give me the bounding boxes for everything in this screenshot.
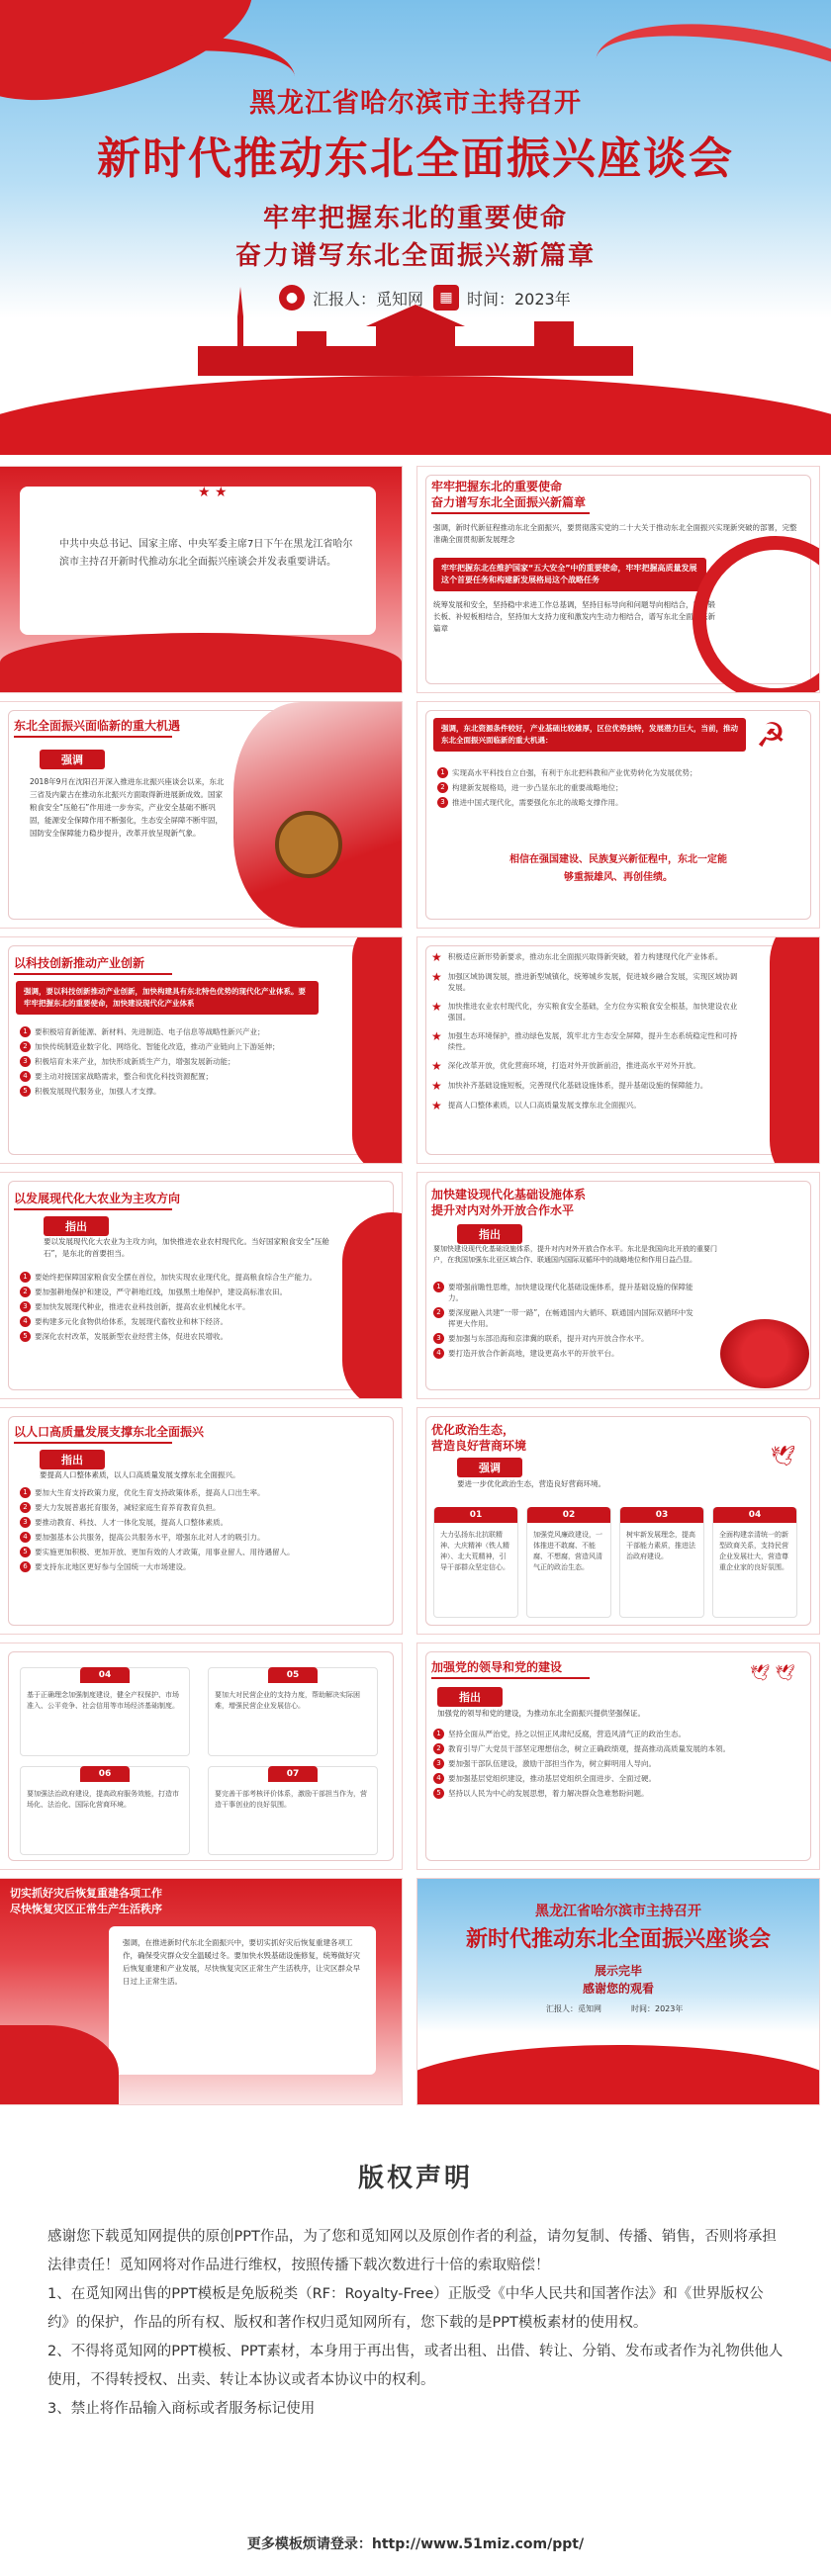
- card-text: 要加大对民营企业的支持力度，帮助解决实际困难，增强民营企业发展信心。: [215, 1691, 360, 1710]
- star-icon: ★: [431, 950, 442, 964]
- card-number: 03: [620, 1507, 703, 1523]
- number-badge: 4: [433, 1348, 444, 1359]
- item-list: [433, 1729, 750, 1803]
- list-item-text: 要深化农村改革，发展新型农业经营主体，促进农民增收。: [35, 1332, 228, 1341]
- list-item-text: 要大力发展普惠托育服务，减轻家庭生育养育教育负担。: [35, 1503, 221, 1512]
- slide-13: [417, 1643, 819, 1869]
- number-badge: 2: [20, 1287, 31, 1297]
- tag-label: 强调: [40, 750, 105, 769]
- list-item: [433, 1729, 750, 1739]
- item-list: [20, 1487, 346, 1576]
- info-card: [712, 1507, 797, 1618]
- slide-title: 优化政治生态，: [431, 1423, 515, 1437]
- list-item: [437, 782, 724, 793]
- card-number: 05: [268, 1667, 318, 1683]
- slide-title: 尽快恢复灾区正常生产生活秩序: [10, 1903, 162, 1915]
- item-list: [433, 1282, 700, 1363]
- star-icon: ★: [431, 1079, 442, 1093]
- list-item: [20, 1287, 326, 1297]
- list-item: [431, 951, 738, 963]
- card-number: 02: [527, 1507, 610, 1523]
- slide-title: 加强党的领导和党的建设: [431, 1660, 563, 1674]
- list-item: [20, 1026, 317, 1037]
- highlight-box: 牢牢把握东北在维护国家“五大安全”中的重要使命，牢牢把握高质量发展这个首要任务和构建新发展格局这个战略任务: [433, 558, 706, 591]
- list-item-text: 要加强与东部沿海和京津冀的联系，提升对内开放合作水平。: [448, 1334, 649, 1343]
- list-item: [433, 1743, 750, 1754]
- number-badge: 3: [433, 1758, 444, 1769]
- paragraph: 要加快建设现代化基础设施体系，提升对内对外开放合作水平。东北是我国向北开放的重要门户，在我国加强东北亚区域合作、联通国内国际双循环中的战略地位和作用日益凸显。: [433, 1245, 717, 1264]
- list-item-text: 要积极培育新能源、新材料、先进制造、电子信息等战略性新兴产业；: [35, 1027, 265, 1036]
- list-item-text: 要实施更加积极、更加开放、更加有效的人才政策，用事业留人、用待遇留人。: [35, 1548, 295, 1556]
- card-text: 全面构建亲清统一的新型政商关系，支持民营企业发展壮大，营造尊重企业家的良好氛围。: [719, 1531, 788, 1571]
- list-item: [431, 1080, 738, 1092]
- calendar-icon: ▦: [433, 285, 459, 311]
- divider: [431, 1677, 590, 1679]
- person-icon: ●: [279, 285, 305, 311]
- list-item: [431, 1030, 738, 1052]
- list-item-text: 加强生态环境保护，推动绿色发展，筑牢北方生态安全屏障，提升生态系统稳定性和可持续性。: [447, 1031, 738, 1051]
- list-item: [433, 1333, 700, 1344]
- list-item-text: 坚持以人民为中心的发展思想，着力解决群众急难愁盼问题。: [448, 1789, 649, 1798]
- card-text: 基于正确理念加强制度建设，健全产权保护、市场准入、公平竞争、社会信用等市场经济基础制度。: [27, 1691, 179, 1710]
- ribbon-swoosh: [352, 937, 402, 1163]
- list-item-text: 要始终把保障国家粮食安全摆在首位，加快实现农业现代化，提高粮食综合生产能力。: [35, 1273, 317, 1282]
- info-card: [208, 1766, 378, 1855]
- divider: [431, 512, 590, 514]
- number-badge: 6: [20, 1561, 31, 1572]
- list-item-text: 实现高水平科技自立自强，有利于东北把科教和产业优势转化为发展优势；: [452, 768, 697, 777]
- list-item: [431, 1100, 738, 1111]
- card-text: 树牢新发展理念，提高干部能力素质，推进法治政府建设。: [626, 1531, 695, 1560]
- card-text: 加强党风廉政建设，一体推进不敢腐、不能腐、不想腐，营造风清气正的政治生态。: [533, 1531, 602, 1571]
- copyright-body: [47, 2223, 784, 2424]
- slide-title: 以科技创新推动产业创新: [14, 956, 145, 970]
- card-number: 06: [80, 1766, 130, 1782]
- list-item: [20, 1517, 346, 1528]
- slide-12: [0, 1643, 402, 1869]
- list-item-text: 加快传统制造业数字化、网络化、智能化改造，推动产业链向上下游延伸；: [35, 1042, 280, 1051]
- slide-14: [0, 1879, 402, 2104]
- paragraph: 统筹发展和安全，坚持稳中求进工作总基调，坚持目标导向和问题导向相结合，坚持锻长板、补短板相结合，坚持加大支持力度和激发内生动力相结合，谱写东北全面振兴新篇章: [433, 600, 715, 633]
- list-item-text: 加强区域协调发展，推进新型城镇化，统筹城乡发展，促进城乡融合发展，实现区域协调发展。: [447, 972, 738, 992]
- list-item: [20, 1561, 346, 1572]
- list-item-text: 要加强基本公共服务，提高公共服务水平，增强东北对人才的吸引力。: [35, 1533, 265, 1542]
- ribbon-base: [0, 376, 831, 455]
- number-badge: 4: [20, 1532, 31, 1543]
- card-number: 04: [713, 1507, 796, 1523]
- paragraph: 要进一步优化政治生态，营造良好营商环境。: [457, 1479, 605, 1488]
- time-label: 时间：2023年: [467, 289, 571, 309]
- reporter-label: 汇报人：觅知网: [546, 2004, 601, 2013]
- divider: [14, 1442, 172, 1444]
- highlight-box: 强调，要以科技创新推动产业创新，加快构建具有东北特色优势的现代化产业体系。要牢牢把握东北的重要使命，加快建设现代化产业体系: [16, 981, 319, 1015]
- number-badge: 3: [20, 1517, 31, 1528]
- divider: [14, 973, 172, 975]
- list-item-text: 要加大生育支持政策力度，优化生育支持政策体系，提高人口出生率。: [35, 1488, 265, 1497]
- number-badge: 3: [20, 1301, 31, 1312]
- paragraph: 要提高人口整体素质，以人口高质量发展支撑东北全面振兴。: [40, 1470, 240, 1479]
- slide-15: [417, 1879, 819, 2104]
- divider: [14, 736, 172, 738]
- info-card: [20, 1667, 190, 1756]
- paragraph: 强调，新时代新征程推动东北全面振兴，要贯彻落实党的二十大关于推动东北全面振兴实现新突破的部署，完整准确全面贯彻新发展理念: [433, 523, 797, 544]
- tag-label: 指出: [40, 1450, 105, 1469]
- card-text: 要完善干部考核评价体系，激励干部担当作为，营造干事创业的良好氛围。: [215, 1790, 367, 1809]
- item-list: [20, 1272, 326, 1346]
- list-item: [20, 1502, 346, 1513]
- drum-icon: [275, 811, 342, 878]
- info-card: [20, 1766, 190, 1855]
- list-item: [433, 1282, 700, 1303]
- number-badge: 3: [433, 1333, 444, 1344]
- copyright-title: 版权声明: [357, 2164, 473, 2193]
- number-badge: 2: [437, 782, 448, 793]
- paragraph: 加强党的领导和党的建设，为推动东北全面振兴提供坚强保证。: [437, 1709, 645, 1718]
- list-item: [20, 1316, 326, 1327]
- star-icon: ★: [431, 970, 442, 984]
- list-item: [431, 971, 738, 993]
- slide-4: [0, 702, 402, 928]
- info-card: [433, 1507, 518, 1618]
- paragraph: 2018年9月在沈阳召开深入推进东北振兴座谈会以来，东北三省及内蒙古在推动东北振兴方面取得新进展新成效。国家粮食安全“压舱石”作用进一步夯实，产业安全基础不断巩固，能源安全保障作用不断强化，生态安全屏障不断牢固，国防安全保障能力稳步提升，改革开放呈现新气象。: [30, 777, 225, 838]
- list-item: [20, 1071, 317, 1082]
- slide-title: 牢牢把握东北的重要使命: [431, 480, 563, 493]
- closing-text: 够重振雄风、再创佳绩。: [564, 872, 673, 883]
- list-item-text: 构建新发展格局，进一步凸显东北的重要战略地位；: [452, 783, 623, 792]
- number-badge: 1: [437, 767, 448, 778]
- bird-icon: 🕊 🕊: [750, 1663, 795, 1682]
- closing-title-main: 新时代推动东北全面振兴座谈会: [465, 1926, 771, 1952]
- slide-title: 奋力谱写东北全面振兴新篇章: [431, 495, 587, 509]
- cover-slide: [0, 0, 831, 455]
- list-item-text: 要加强耕地保护和建设，严守耕地红线，加强黑土地保护，建设高标准农田。: [35, 1288, 287, 1296]
- list-item-text: 要构建多元化食物供给体系，发展现代畜牧业和林下经济。: [35, 1317, 228, 1326]
- slide-8: [0, 1173, 402, 1398]
- number-badge: 4: [20, 1316, 31, 1327]
- time-label: 时间：2023年: [631, 2004, 684, 2013]
- info-card: [208, 1667, 378, 1756]
- paragraph: 要以发展现代化大农业为主攻方向，加快推进农业农村现代化。当好国家粮食安全“压舱石”，是东北的首要担当。: [44, 1237, 329, 1258]
- slide-title: 切实抓好灾后恢复重建各项工作: [10, 1887, 162, 1900]
- flower-icon: [720, 1319, 809, 1388]
- list-item-text: 加快补齐基础设施短板，完善现代化基础设施体系，提升基础设施的保障能力。: [447, 1081, 708, 1090]
- list-item: [433, 1758, 750, 1769]
- list-item-text: 积极适应新形势新要求，推动东北全面振兴取得新突破，着力构建现代化产业体系。: [447, 952, 723, 961]
- info-card: [526, 1507, 611, 1618]
- bird-icon: 🕊: [770, 1444, 795, 1467]
- list-item-text: 深化改革开放，优化营商环境，打造对外开放新前沿，推进高水平对外开放。: [447, 1061, 700, 1070]
- slide-10: [0, 1408, 402, 1634]
- divider: [14, 1208, 172, 1210]
- subtitle: 牢牢把握东北的重要使命: [262, 204, 568, 233]
- list-item-text: 积极发展现代服务业，加强人才支撑。: [35, 1087, 161, 1096]
- slide-5: [417, 702, 819, 928]
- list-item: [20, 1331, 326, 1342]
- copyright-paragraph: 感谢您下载觅知网提供的原创PPT作品，为了您和觅知网以及原创作者的利益，请勿复制、传播、销售，否则将承担法律责任！觅知网将对作品进行维权，按照传播下载次数进行十倍的索取赔偿！: [47, 2229, 777, 2273]
- number-badge: 5: [20, 1086, 31, 1097]
- star-list: [431, 951, 738, 1119]
- tag-label: 指出: [457, 1224, 522, 1244]
- paragraph: 强调，在推进新时代东北全面振兴中，要切实抓好灾后恢复重建各项工作，确保受灾群众安全温暖过冬。要加快水毁基础设施修复，统筹做好灾后恢复重建和产业发展，尽快恢复灾区正常生产生活秩序，让灾区群众早日过上正常生活。: [123, 1938, 360, 1986]
- slide-title: 加快建设现代化基础设施体系: [431, 1188, 587, 1201]
- slide-2: [0, 467, 402, 692]
- number-badge: 5: [433, 1788, 444, 1799]
- slide-title: 东北全面振兴面临新的重大机遇: [14, 719, 181, 733]
- copyright-paragraph: 1、在觅知网出售的PPT模板是免版税类（RF：Royalty-Free）正版受《中华人民共和国著作法》和《世界版权公约》的保护，作品的所有权、版权和著作权归觅知网所有，您下载的是PPT模板素材的使用权。: [47, 2286, 764, 2331]
- list-item-text: 要加强基层党组织建设，推动基层党组织全面进步、全面过硬。: [448, 1774, 656, 1783]
- list-item-text: 提高人口整体素质，以人口高质量发展支撑东北全面振兴。: [447, 1101, 641, 1110]
- list-item-text: 教育引导广大党员干部坚定理想信念，树立正确政绩观，提高推动高质量发展的本领。: [448, 1744, 730, 1753]
- star-icon: ★: [431, 1029, 442, 1043]
- number-badge: 1: [433, 1729, 444, 1739]
- list-item: [20, 1272, 326, 1283]
- slide-7: [417, 937, 819, 1163]
- number-badge: 4: [20, 1071, 31, 1082]
- intro-text: 中共中央总书记、国家主席、中央军委主席7日下午在黑龙江省哈尔滨市主持召开新时代推动东北全面振兴座谈会并发表重要讲话。: [59, 539, 353, 568]
- slide-3: [417, 467, 819, 692]
- number-badge: 2: [20, 1041, 31, 1052]
- list-item-text: 要打造开放合作新高地，建设更高水平的开放平台。: [448, 1349, 619, 1358]
- list-item: [20, 1041, 317, 1052]
- slide-title: 以人口高质量发展支撑东北全面振兴: [14, 1425, 205, 1439]
- star-icon: ★: [431, 1099, 442, 1112]
- number-badge: 5: [20, 1547, 31, 1557]
- slide-title: 营造良好营商环境: [431, 1439, 527, 1453]
- tag-label: 指出: [44, 1216, 109, 1236]
- number-badge: 2: [433, 1307, 444, 1318]
- item-list: [437, 767, 724, 812]
- list-item: [433, 1348, 700, 1359]
- number-badge: 5: [20, 1331, 31, 1342]
- number-badge: 1: [20, 1272, 31, 1283]
- slide-title: 提升对内对外开放合作水平: [431, 1203, 575, 1217]
- info-card: [619, 1507, 704, 1618]
- page-title-main: 新时代推动东北全面振兴座谈会: [97, 133, 734, 184]
- city-skyline-icon: [198, 287, 633, 376]
- tag-label: 强调: [457, 1458, 522, 1477]
- list-item-text: 要增强前瞻性思维，加快建设现代化基础设施体系，提升基础设施的保障能力。: [448, 1283, 693, 1302]
- list-item: [433, 1773, 750, 1784]
- card-text: 大力弘扬东北抗联精神、大庆精神（铁人精神）、北大荒精神，引导干部群众坚定信心。: [440, 1531, 509, 1571]
- list-item: [20, 1487, 346, 1498]
- closing-title: 黑龙江省哈尔滨市主持召开: [535, 1904, 701, 1919]
- more-templates-link[interactable]: 更多模板烦请登录：http://www.51miz.com/ppt/: [246, 2536, 585, 2552]
- number-badge: 4: [433, 1773, 444, 1784]
- card-text: 要加强法治政府建设，提高政府服务效能，打造市场化、法治化、国际化营商环境。: [27, 1790, 179, 1809]
- list-item-text: 积极培育未来产业，加快形成新质生产力，增强发展新动能；: [35, 1057, 235, 1066]
- thanks-text: 感谢您的观看: [582, 1982, 654, 1996]
- list-item: [433, 1788, 750, 1799]
- copyright-section: [0, 2124, 831, 2576]
- list-item-text: 要加快发展现代种业，推进农业科技创新，提高农业机械化水平。: [35, 1302, 250, 1311]
- list-item: [20, 1086, 317, 1097]
- star-icon: ★: [431, 1000, 442, 1014]
- thanks-text: 展示完毕: [594, 1964, 642, 1978]
- list-item: [20, 1301, 326, 1312]
- list-item: [433, 1307, 700, 1329]
- number-badge: 2: [20, 1502, 31, 1513]
- subtitle: 奋力谱写东北全面振兴新篇章: [234, 241, 596, 271]
- number-badge: 1: [433, 1282, 444, 1292]
- list-item-text: 推进中国式现代化，需要强化东北的战略支撑作用。: [452, 798, 623, 807]
- number-badge: 3: [20, 1056, 31, 1067]
- copyright-paragraph: 2、不得将觅知网的PPT模板、PPT素材，本身用于再出售，或者出租、出借、转让、分销、发布或者作为礼物供他人使用，不得转授权、出卖、转让本协议或者本协议中的权利。: [47, 2344, 784, 2388]
- number-badge: 1: [20, 1026, 31, 1037]
- list-item-text: 要加强干部队伍建设，激励干部担当作为，树立鲜明用人导向。: [448, 1759, 656, 1768]
- list-item: [20, 1547, 346, 1557]
- page-title: 黑龙江省哈尔滨市主持召开: [249, 88, 582, 119]
- card-number: 01: [434, 1507, 517, 1523]
- number-badge: 1: [20, 1487, 31, 1498]
- number-badge: 3: [437, 797, 448, 808]
- card-number: 04: [80, 1667, 130, 1683]
- item-list: [20, 1026, 317, 1101]
- list-item: [20, 1532, 346, 1543]
- tag-label: 指出: [437, 1687, 503, 1707]
- copyright-paragraph: 3、禁止将作品输入商标或者服务标记使用: [47, 2401, 316, 2417]
- list-item-text: 加快推进农业农村现代化，夯实粮食安全基础，全方位夯实粮食安全根基，加快建设农业强国。: [447, 1002, 738, 1022]
- list-item-text: 要推动教育、科技、人才一体化发展，提高人口整体素质。: [35, 1518, 228, 1527]
- ribbon-base: [0, 633, 402, 692]
- slide-9: [417, 1173, 819, 1398]
- list-item: [437, 797, 724, 808]
- list-item-text: 要支持东北地区更好参与全国统一大市场建设。: [35, 1562, 191, 1571]
- ribbon-base: [417, 2045, 819, 2104]
- slide-11: [417, 1408, 819, 1634]
- list-item: [20, 1056, 317, 1067]
- ribbon-swoosh: [342, 1212, 402, 1398]
- closing-text: 相信在强国建设、民族复兴新征程中，东北一定能: [509, 854, 727, 865]
- highlight-box: 强调，东北资源条件较好，产业基础比较雄厚，区位优势独特，发展潜力巨大，当前，推动东北全面振兴面临新的重大机遇：: [433, 718, 746, 752]
- slide-title: 以发展现代化大农业为主攻方向: [14, 1192, 181, 1205]
- number-badge: 2: [433, 1743, 444, 1754]
- list-item: [431, 1060, 738, 1072]
- list-item: [431, 1001, 738, 1022]
- list-item-text: 要主动对接国家战略需求，整合和优化科技资源配置；: [35, 1072, 213, 1081]
- card-number: 07: [268, 1766, 318, 1782]
- list-item: [437, 767, 724, 778]
- list-item-text: 要深度融入共建“一带一路”，在畅通国内大循环、联通国内国际双循环中发挥更大作用。: [448, 1308, 693, 1328]
- party-emblem-icon: ☭: [756, 716, 786, 755]
- reporter-label: 汇报人：觅知网: [313, 289, 424, 309]
- star-icon: ★: [431, 1059, 442, 1073]
- ribbon-swoosh: [770, 937, 819, 1163]
- star-icon: ★ ★: [198, 485, 228, 500]
- slide-6: [0, 937, 402, 1163]
- list-item-text: 坚持全面从严治党，持之以恒正风肃纪反腐，营造风清气正的政治生态。: [448, 1730, 686, 1738]
